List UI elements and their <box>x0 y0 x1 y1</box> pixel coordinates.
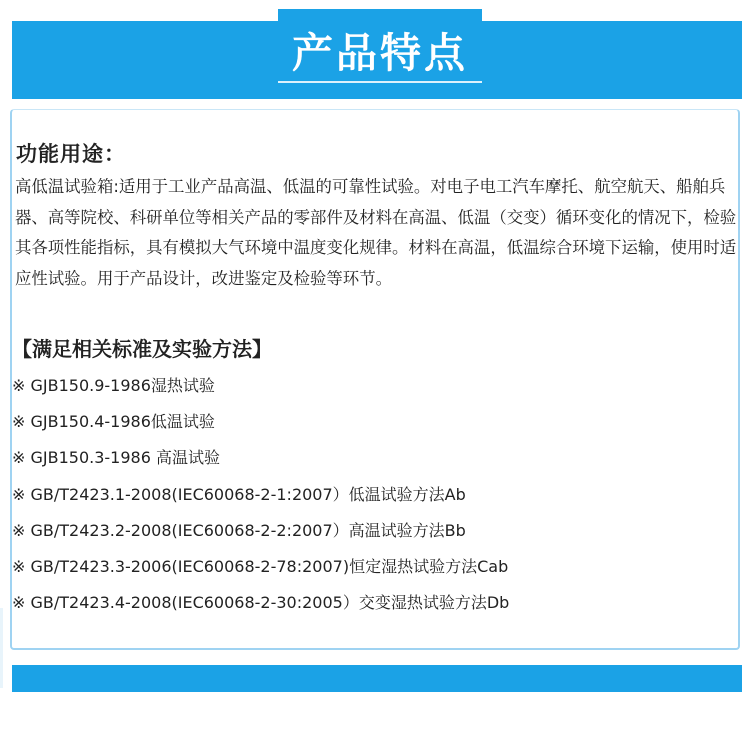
standards-section-title: 【满足相关标准及实验方法】 <box>12 337 272 361</box>
function-section-title: 功能用途： <box>16 142 126 166</box>
footer-banner <box>12 665 742 692</box>
title-panel <box>278 9 482 86</box>
standard-item: ※ GB/T2423.3-2006(IEC60068-2-78:2007)恒定湿热试验方法Cab <box>12 556 509 576</box>
standards-list <box>12 372 509 625</box>
standard-item: ※ GJB150.3-1986 高温试验 <box>12 448 220 468</box>
title-underline <box>278 81 482 83</box>
left-edge-accent <box>0 608 3 688</box>
standard-item: ※ GJB150.9-1986湿热试验 <box>12 376 215 395</box>
standard-item: ※ GB/T2423.4-2008(IEC60068-2-30:2005）交变湿热试验方法Db <box>12 593 510 613</box>
standard-item: ※ GJB150.4-1986低温试验 <box>12 412 215 432</box>
function-description: 高低温试验箱:适用于工业产品高温、低温的可靠性试验。对电子电工汽车摩托、航空航天、船舶兵器、高等院校、科研单位等相关产品的零部件及材料在高温、低温（交变）循环变化的情况下，检验其各项性能指标，具有模拟大气环境中温度变化规律。材料在高温，低温综合环境下运输，使用时适应性试验。用于产品设计，改进鉴定及检验等环节。 <box>15 177 737 288</box>
standard-item: ※ GB/T2423.2-2008(IEC60068-2-2:2007）高温试验方法Bb <box>12 520 466 540</box>
standard-item: ※ GB/T2423.1-2008(IEC60068-2-1:2007）低温试验方法Ab <box>12 484 466 504</box>
page-title: 产品特点 <box>292 29 468 77</box>
